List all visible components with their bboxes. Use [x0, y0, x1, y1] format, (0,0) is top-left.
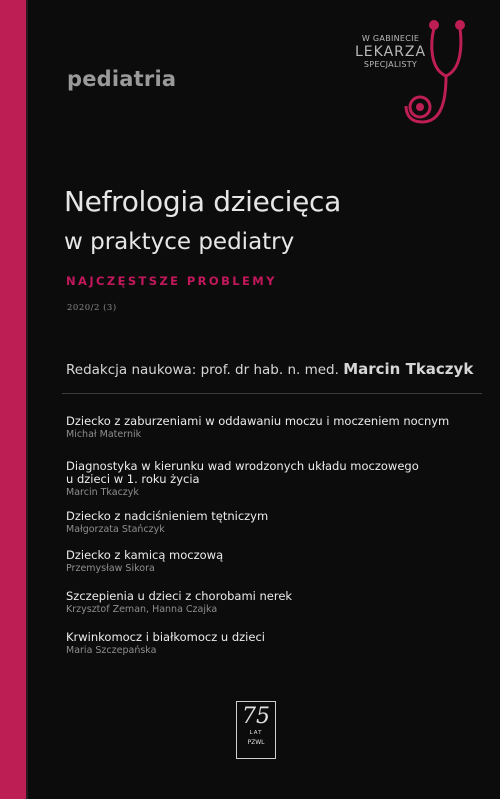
toc-item-title: Dziecko z nadciśnieniem tętniczym	[66, 509, 269, 523]
toc-item	[66, 415, 449, 440]
toc-item	[66, 510, 268, 535]
badge-line-2: LEKARZA	[355, 44, 427, 60]
badge-text	[355, 35, 426, 69]
toc-item-title: Dziecko z zaburzeniami w oddawaniu moczu i moczeniem nocnym	[66, 414, 450, 428]
editors-line	[66, 360, 473, 378]
anniversary-word: LAT	[249, 730, 263, 736]
divider	[62, 393, 482, 394]
toc-item	[66, 590, 292, 615]
editors-prefix: Redakcja naukowa: prof. dr hab. n. med.	[66, 362, 339, 378]
toc-item-title: Krwinkomocz i białkomocz u dzieci	[66, 630, 265, 644]
toc-item-author: Marcin Tkaczyk	[66, 487, 139, 498]
publisher-name: PZWL	[247, 739, 265, 746]
badge-line-1: W GABINECIE	[361, 34, 420, 43]
toc-item-title: Diagnostyka w kierunku wad wrodzonych układu moczowego	[66, 459, 419, 473]
toc-item-author: Maria Szczepańska	[66, 645, 157, 656]
toc-item-author: Przemysław Sikora	[66, 563, 155, 574]
spine-edge	[26, 0, 28, 799]
book-tagline: NAJCZĘSTSZE PROBLEMY	[66, 274, 277, 288]
book-title: Nefrologia dziecięca	[64, 185, 342, 218]
book-subtitle: w praktyce pediatry	[64, 229, 295, 255]
series-label: pediatria	[67, 67, 177, 91]
badge-line-3: SPECJALISTY	[363, 60, 418, 69]
toc-item-author: Krzysztof Zeman, Hanna Czajka	[66, 604, 218, 615]
toc-item-title: Dziecko z kamicą moczową	[66, 548, 224, 562]
toc-item	[66, 549, 223, 574]
toc-item-title: Szczepienia u dzieci z chorobami nerek	[66, 589, 293, 603]
toc-item	[66, 631, 265, 656]
issue-number: 2020/2 (3)	[67, 303, 117, 313]
anniversary-number: 75	[242, 704, 270, 729]
toc-item-author: Michał Maternik	[66, 429, 142, 440]
editor-name: Marcin Tkaczyk	[343, 360, 474, 378]
toc-item	[66, 460, 419, 498]
publisher-logo	[236, 701, 276, 759]
toc-item-author: Małgorzata Stańczyk	[66, 524, 165, 535]
toc-item-title-line-2: u dzieci w 1. roku życia	[66, 472, 200, 486]
stethoscope-icon	[330, 14, 490, 134]
spine-stripe	[0, 0, 26, 799]
series-badge	[330, 14, 490, 134]
